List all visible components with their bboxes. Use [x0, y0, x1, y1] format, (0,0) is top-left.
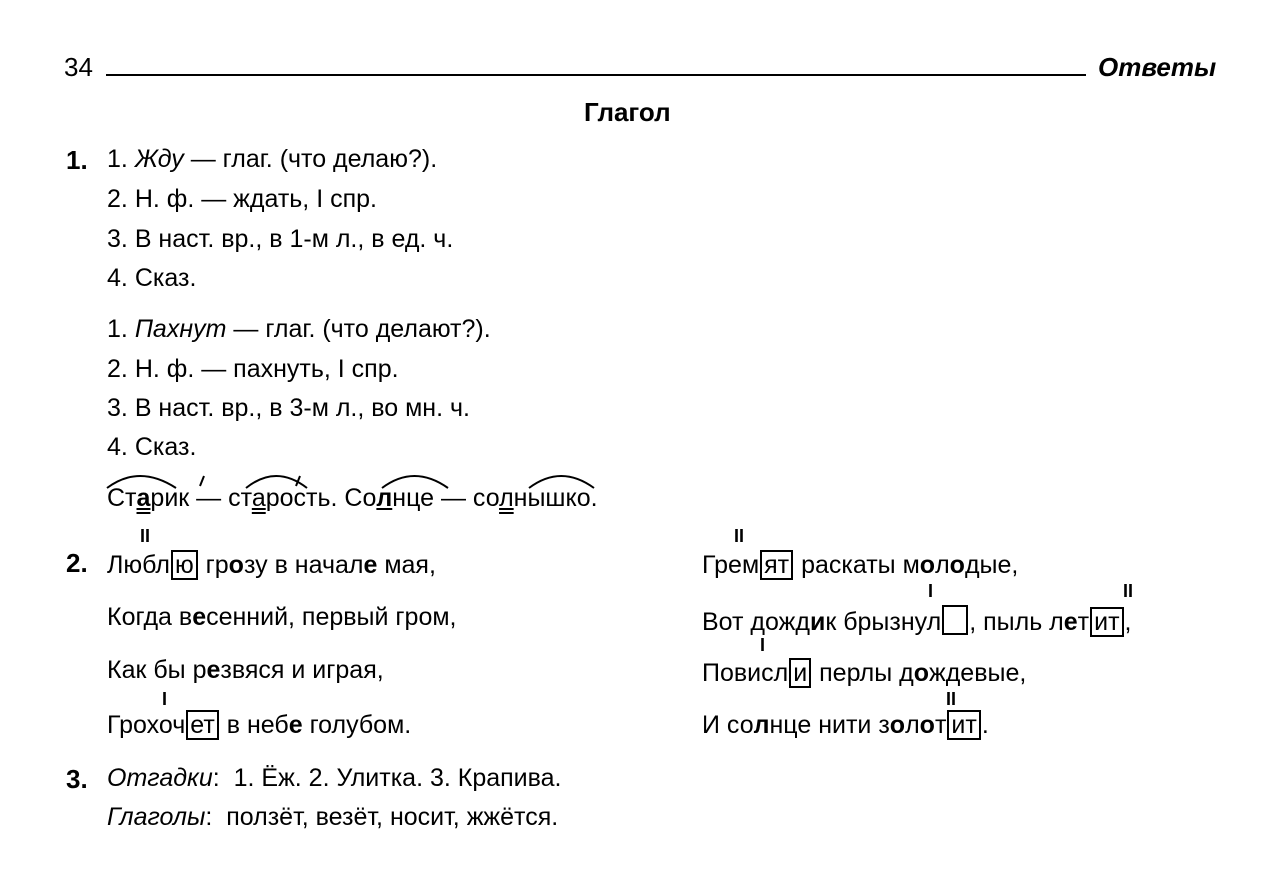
analyzed-word: Пахнут — [134, 315, 227, 343]
poem-right-line1 — [702, 550, 1018, 580]
text: л — [905, 711, 920, 739]
answers-text: : 1. Ёж. 2. Улитка. 3. Крапива. — [212, 764, 562, 792]
underlined-vowel: а — [251, 484, 266, 512]
word-part: рость. — [265, 484, 338, 512]
bold-consonant: л — [753, 711, 770, 739]
word-part: ст — [228, 484, 252, 512]
conjugation-mark: I — [928, 581, 934, 601]
item-text: — глаг. (что делаю?). — [183, 145, 438, 173]
item-number: 2. — [107, 185, 128, 213]
underlined-vowel: а — [136, 484, 151, 512]
ending-box: ит — [1090, 607, 1123, 637]
poem-left-line1 — [107, 550, 436, 580]
item-number: 3. — [107, 394, 128, 422]
text: к брызнул — [825, 608, 942, 636]
verbs-text: : ползёт, везёт, носит, жжётся. — [205, 803, 559, 831]
task1-g2-line4 — [107, 435, 196, 460]
word-part: к — [178, 484, 190, 512]
poem-left-line4 — [107, 710, 411, 740]
text: Грохоч — [107, 711, 186, 739]
text: зу в начал — [243, 551, 364, 579]
task1-g2-line2 — [107, 357, 399, 382]
text: Любл — [107, 551, 170, 579]
item-text: Сказ. — [134, 264, 197, 292]
task1-g1-line4 — [107, 266, 196, 291]
word-part: со — [472, 484, 500, 512]
dash: — — [434, 484, 473, 512]
text: перлы д — [812, 659, 914, 687]
conjugation-mark: II — [140, 526, 151, 546]
task-3-number: 3. — [66, 764, 88, 794]
poem-right-line3 — [702, 658, 1026, 688]
item-text: В наст. вр., в 3-м л., во мн. ч. — [134, 394, 470, 422]
header-rule — [106, 74, 1086, 76]
text: дые, — [964, 551, 1019, 579]
bold-vowel: о — [919, 551, 936, 579]
poem-right-line2 — [702, 605, 1132, 637]
underlined-consonant: л — [499, 484, 514, 512]
word-part: и — [164, 484, 179, 512]
text: Когда в — [107, 603, 193, 631]
item-text: Сказ. — [134, 433, 197, 461]
bold-vowel: и — [809, 608, 826, 636]
text: звяся и играя, — [220, 656, 384, 684]
word-part: нышко. — [513, 484, 598, 512]
word-part: р — [150, 484, 165, 512]
item-text: Н. ф. — пахнуть, I спр. — [134, 355, 399, 383]
item-text: В наст. вр., в 1-м л., в ед. ч. — [134, 225, 454, 253]
text: в неб — [219, 711, 289, 739]
word-part: Ст — [107, 484, 137, 512]
zero-ending-box — [942, 605, 968, 635]
bold-vowel: о — [889, 711, 906, 739]
ending-box: ет — [186, 710, 219, 740]
text: Как бы р — [107, 656, 207, 684]
task-1-number: 1. — [66, 145, 88, 175]
conjugation-mark: I — [760, 635, 766, 655]
section-title: Ответы — [1098, 52, 1217, 82]
task-2-number: 2. — [66, 548, 88, 578]
text: голубом. — [302, 711, 412, 739]
task1-g1-line2 — [107, 187, 377, 212]
item-text: — глаг. (что делают?). — [226, 315, 491, 343]
bold-vowel: е — [192, 603, 207, 631]
text: л — [935, 551, 950, 579]
item-number: 4. — [107, 433, 128, 461]
text: Повисл — [702, 659, 789, 687]
item-number: 3. — [107, 225, 128, 253]
bold-vowel: о — [913, 659, 929, 687]
text: , пыль л — [969, 608, 1064, 636]
text: гр — [198, 551, 229, 579]
text: т — [1077, 608, 1090, 636]
poem-right-line4 — [702, 710, 989, 740]
word-part: Со — [344, 484, 377, 512]
underlined-consonant: л — [376, 484, 393, 512]
task1-g2-line1 — [107, 317, 491, 342]
ending-box: и — [789, 658, 811, 688]
text: Вот дожд — [702, 608, 810, 636]
text: раскаты м — [794, 551, 920, 579]
item-number: 1. — [107, 145, 128, 173]
item-number: 1. — [107, 315, 128, 343]
item-number: 4. — [107, 264, 128, 292]
conjugation-mark: II — [1123, 581, 1134, 601]
text: т — [934, 711, 947, 739]
text: . — [981, 711, 989, 739]
ending-box: ю — [171, 550, 198, 580]
text: , — [1124, 608, 1132, 636]
riddle-answers — [107, 766, 562, 791]
page-number: 34 — [64, 52, 93, 82]
bold-vowel: е — [206, 656, 221, 684]
text: сенний, первый гром, — [206, 603, 457, 631]
morpheme-line — [107, 486, 598, 511]
verbs-list — [107, 805, 558, 830]
text: Грем — [702, 551, 760, 579]
task1-g2-line3 — [107, 396, 470, 421]
bold-vowel: о — [949, 551, 965, 579]
bold-vowel: о — [228, 551, 244, 579]
text: ждевые, — [929, 659, 1027, 687]
word-part: нце — [392, 484, 435, 512]
poem-left-line2 — [107, 605, 457, 630]
bold-vowel: е — [288, 711, 303, 739]
item-number: 2. — [107, 355, 128, 383]
dash: — — [189, 484, 229, 512]
task1-g1-line3 — [107, 227, 453, 252]
text: нце нити з — [769, 711, 890, 739]
page-title: Глагол — [584, 97, 671, 127]
conjugation-mark: I — [162, 689, 168, 709]
analyzed-word: Жду — [134, 145, 184, 173]
bold-vowel: е — [1063, 608, 1078, 636]
ending-box: ят — [760, 550, 793, 580]
poem-left-line3 — [107, 658, 384, 683]
conjugation-mark: II — [734, 526, 745, 546]
bold-vowel: о — [919, 711, 935, 739]
text: мая, — [377, 551, 436, 579]
bold-vowel: е — [363, 551, 378, 579]
answers-label: Отгадки — [107, 764, 213, 792]
verbs-label: Глаголы — [107, 803, 206, 831]
conjugation-mark: II — [946, 689, 957, 709]
task1-g1-line1 — [107, 147, 437, 172]
item-text: Н. ф. — ждать, I спр. — [134, 185, 377, 213]
ending-box: ит — [947, 710, 980, 740]
text: И со — [702, 711, 754, 739]
